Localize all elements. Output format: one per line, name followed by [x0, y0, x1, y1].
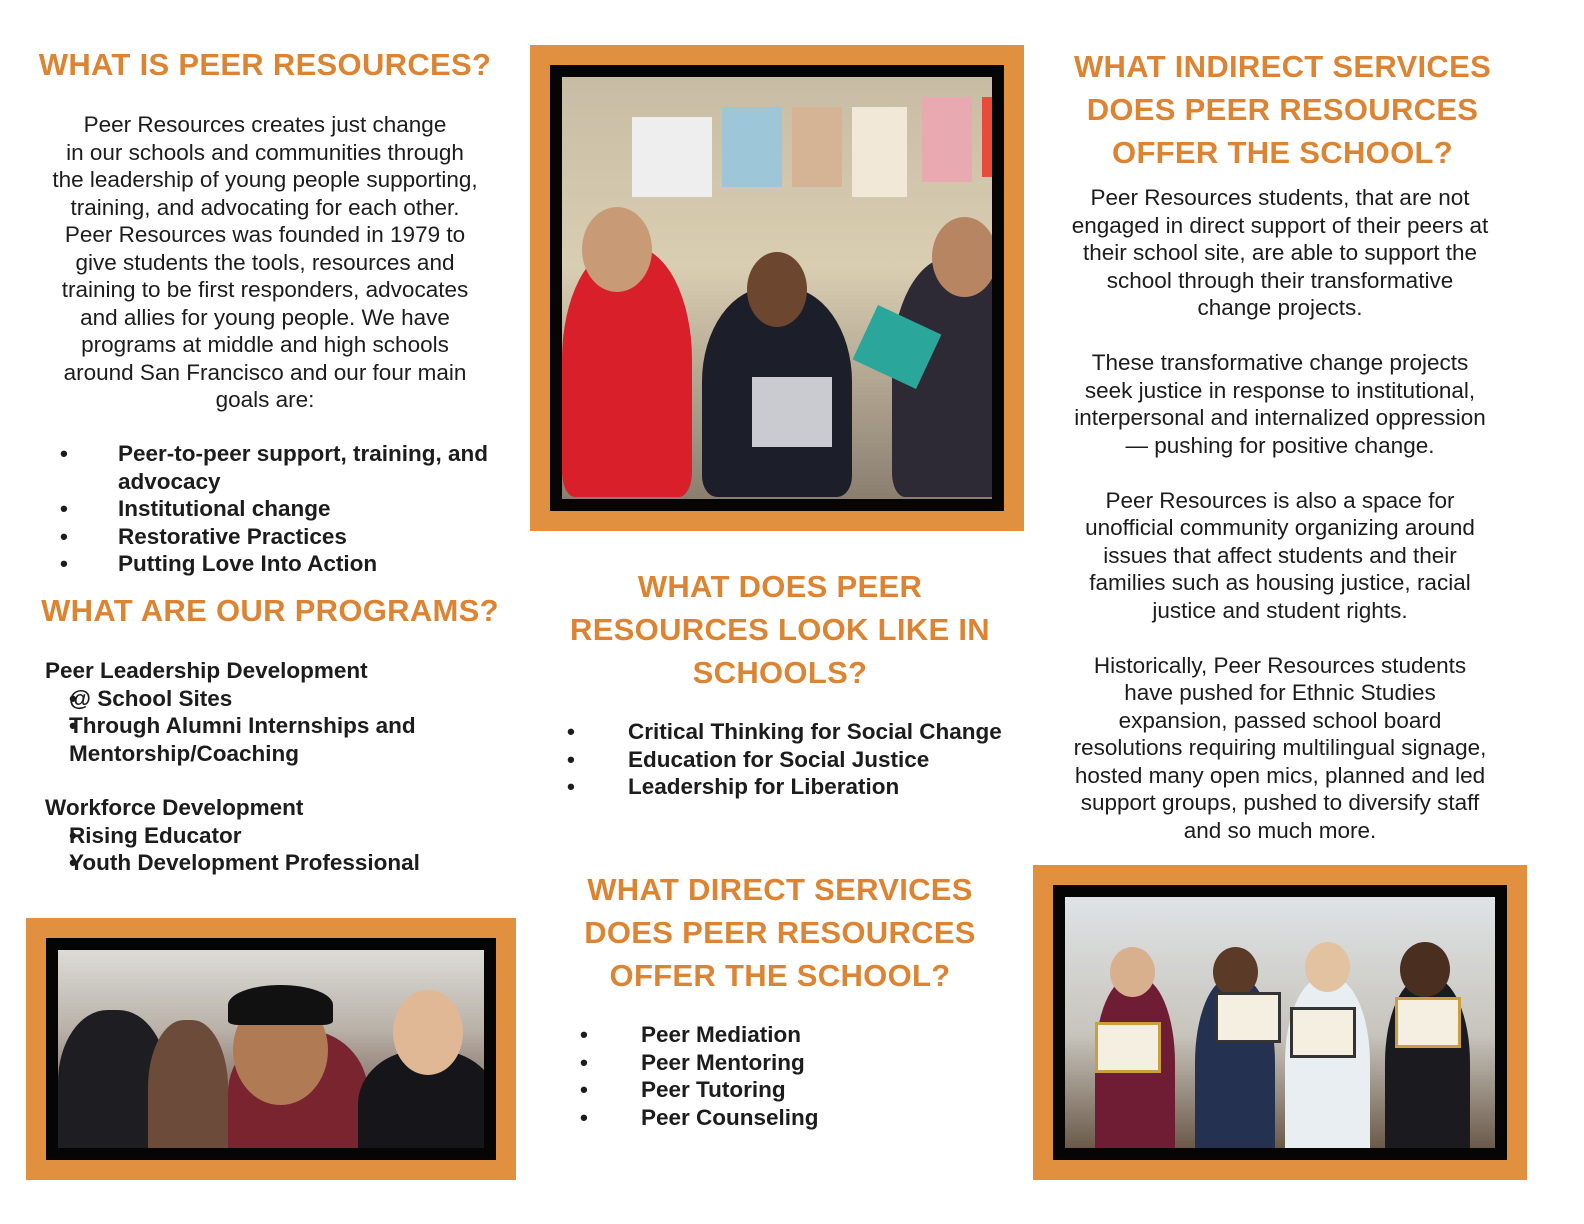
- intro-line: Peer Resources was founded in 1979 to: [64, 222, 466, 247]
- photo-frame-group-selfie: [26, 918, 516, 1180]
- group-selfie-photo: [58, 950, 484, 1148]
- heading-line: WHAT DOES PEER: [637, 569, 923, 604]
- list-item: • Restorative Practices: [60, 523, 510, 551]
- list-item: • Peer Tutoring: [580, 1076, 1010, 1104]
- program-items: [45, 822, 515, 877]
- heading-line: RESOURCES LOOK LIKE IN: [570, 612, 990, 647]
- look-like-list: [567, 718, 1007, 801]
- paragraph-line: Historically, Peer Resources students: [1093, 652, 1467, 678]
- intro-line: training to be first responders, advocates: [61, 277, 469, 302]
- paragraph-line: hosted many open mics, planned and led: [1074, 762, 1486, 788]
- program-group-title: Workforce Development: [45, 795, 304, 820]
- heading-what-is-peer-resources: WHAT IS PEER RESOURCES?: [38, 47, 492, 82]
- heading-line: WHAT INDIRECT SERVICES: [1073, 49, 1492, 84]
- intro-line: programs at middle and high schools: [81, 332, 449, 357]
- paragraph-line: have pushed for Ethnic Studies: [1124, 680, 1436, 705]
- heading-line: WHAT DIRECT SERVICES: [587, 872, 973, 907]
- intro-line: in our schools and communities through: [66, 139, 464, 165]
- indirect-paragraph: [1030, 184, 1530, 322]
- indirect-paragraph: [1030, 652, 1530, 845]
- program-item: • @ School Sites: [45, 685, 515, 713]
- paragraph-line: Peer Resources students, that are not: [1090, 185, 1470, 210]
- heading-line: DOES PEER RESOURCES: [584, 915, 976, 950]
- heading-indirect-services: [1035, 45, 1530, 174]
- program-item: • Rising Educator: [45, 822, 515, 850]
- paragraph-line: unofficial community organizing around: [1085, 515, 1475, 540]
- paragraph-line: justice and student rights.: [1152, 597, 1408, 623]
- indirect-services-text: [1030, 184, 1530, 844]
- paragraph-line: These transformative change projects: [1091, 350, 1469, 375]
- list-item: • Institutional change: [60, 495, 510, 523]
- photo-frame-students-classroom: [530, 45, 1024, 531]
- paragraph-line: support groups, pushed to diversify staff: [1080, 790, 1480, 815]
- photo-frame-certificates: [1033, 865, 1527, 1180]
- program-group-title: Peer Leadership Development: [45, 658, 368, 683]
- programs-list: [45, 657, 515, 877]
- list-item: • Education for Social Justice: [567, 746, 1007, 774]
- paragraph-line: — pushing for positive change.: [1125, 432, 1435, 458]
- list-item: • Peer Counseling: [580, 1104, 1010, 1132]
- indirect-paragraph: [1030, 349, 1530, 459]
- list-item: • Peer Mediation: [580, 1021, 1010, 1049]
- heading-programs: WHAT ARE OUR PROGRAMS?: [41, 593, 499, 628]
- paragraph-line: expansion, passed school board: [1118, 707, 1442, 733]
- intro-line: around San Francisco and our four main: [63, 359, 467, 385]
- students-classroom-photo: [562, 77, 992, 499]
- intro-line: training, and advocating for each other.: [70, 194, 460, 220]
- intro-line: goals are:: [215, 387, 315, 412]
- intro-line: the leadership of young people supporting,: [52, 167, 478, 192]
- indirect-paragraph: [1030, 487, 1530, 625]
- intro-paragraph: [20, 111, 510, 414]
- list-item: • Leadership for Liberation: [567, 773, 1007, 801]
- students-certificates-photo: [1065, 897, 1495, 1148]
- intro-line: give students the tools, resources and: [75, 249, 455, 275]
- heading-direct-services: [545, 868, 1015, 997]
- list-item: • Peer Mentoring: [580, 1049, 1010, 1077]
- heading-look-like-in-schools: [545, 565, 1015, 694]
- paragraph-line: and so much more.: [1183, 817, 1377, 843]
- heading-line: OFFER THE SCHOOL?: [1112, 135, 1453, 170]
- direct-services-list: [580, 1021, 1010, 1131]
- paragraph-line: issues that affect students and their: [1103, 542, 1457, 568]
- goals-list: [60, 440, 510, 578]
- list-item: • Putting Love Into Action: [60, 550, 510, 578]
- paragraph-line: their school site, are able to support the: [1083, 240, 1477, 265]
- paragraph-line: interpersonal and internalized oppression: [1074, 405, 1486, 430]
- paragraph-line: Peer Resources is also a space for: [1105, 487, 1455, 513]
- heading-line: SCHOOLS?: [692, 655, 868, 690]
- paragraph-line: school through their transformative: [1106, 267, 1454, 293]
- paragraph-line: engaged in direct support of their peers at: [1071, 212, 1489, 238]
- paragraph-line: seek justice in response to institutional,: [1084, 377, 1476, 403]
- heading-line: OFFER THE SCHOOL?: [609, 958, 951, 993]
- paragraph-line: families such as housing justice, racial: [1089, 570, 1471, 595]
- program-item: • Youth Development Professional: [45, 849, 515, 877]
- intro-line: Peer Resources creates just change: [83, 112, 447, 137]
- paragraph-line: change projects.: [1197, 295, 1363, 320]
- list-item: • Critical Thinking for Social Change: [567, 718, 1007, 746]
- program-item: • Through Alumni Internships and Mentorship/Coaching: [45, 712, 515, 767]
- intro-line: and allies for young people. We have: [80, 304, 450, 330]
- list-item: • Peer-to-peer support, training, and advocacy: [60, 440, 510, 495]
- program-items: [45, 685, 515, 768]
- paragraph-line: resolutions requiring multilingual signage,: [1073, 735, 1487, 760]
- heading-line: DOES PEER RESOURCES: [1086, 92, 1479, 127]
